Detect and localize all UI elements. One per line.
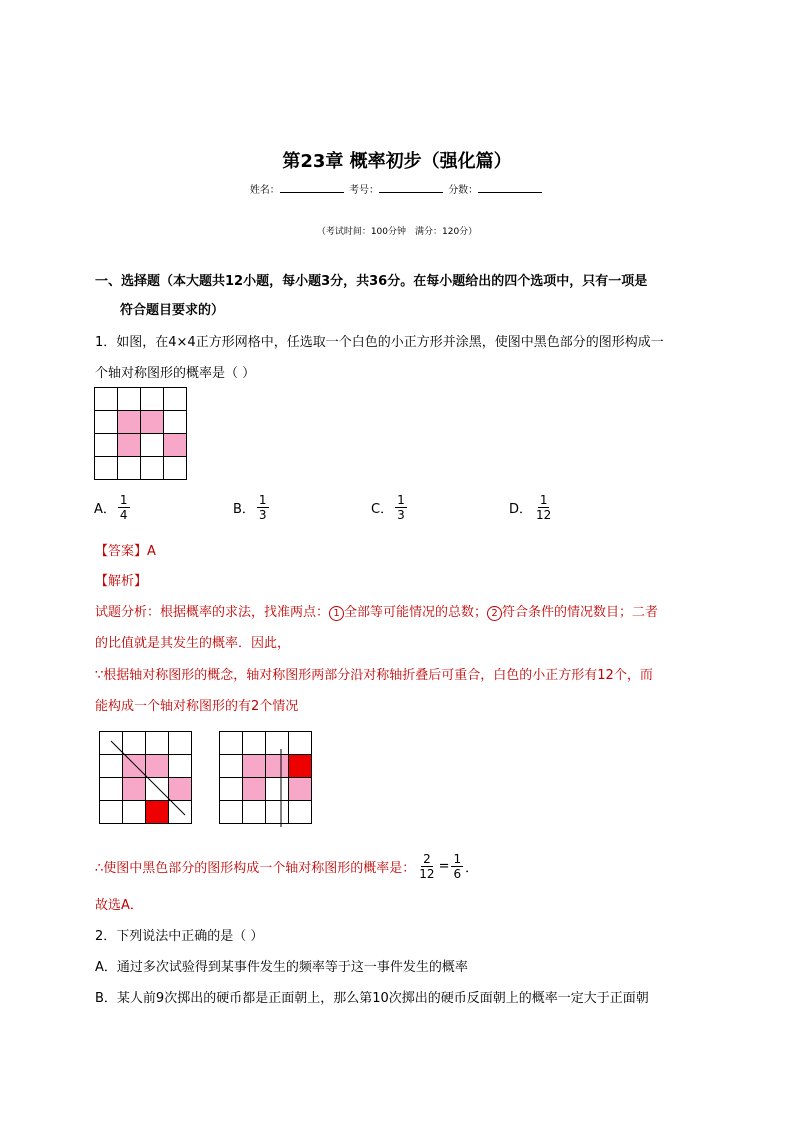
answer-value: A bbox=[147, 544, 156, 559]
analysis-label: 【解析】 bbox=[95, 574, 148, 589]
answer-line bbox=[95, 540, 156, 559]
option-fraction bbox=[534, 493, 553, 522]
grid-cell bbox=[95, 434, 118, 457]
q1-option-b[interactable] bbox=[233, 493, 271, 522]
fraction-denominator: 12 bbox=[536, 508, 552, 522]
option-label: A． bbox=[94, 502, 116, 517]
conclusion-fraction-1 bbox=[417, 852, 436, 881]
q2-option-b[interactable]: B．某人前9次掷出的硬币都是正面朝上，那么第10次掷出的硬币反面朝上的概率一定大于正面朝 bbox=[95, 991, 649, 1006]
symmetry-axis-diagonal bbox=[99, 731, 199, 831]
fraction-numerator: 2 bbox=[423, 852, 431, 866]
conclusion-fraction-2 bbox=[451, 852, 463, 881]
fraction-denominator: 3 bbox=[258, 508, 267, 522]
q2-stem: 2．下列说法中正确的是（ ） bbox=[95, 929, 264, 944]
analysis-figure-vertical bbox=[219, 731, 312, 824]
equals-sign: = bbox=[438, 859, 450, 874]
fraction-numerator: 1 bbox=[119, 493, 128, 507]
option-label: C． bbox=[371, 502, 394, 517]
option-fraction bbox=[395, 493, 407, 522]
exam-no-label: 考号： bbox=[349, 185, 379, 196]
fraction-denominator: 4 bbox=[119, 508, 128, 522]
circled-number: 1 bbox=[329, 606, 344, 621]
conclusion-text: ∴使图中黑色部分的图形构成一个轴对称图形的概率是： bbox=[95, 861, 416, 876]
grid-cell-shaded bbox=[118, 411, 141, 434]
circled-number: 2 bbox=[487, 606, 502, 621]
score-label: 分数： bbox=[448, 185, 479, 196]
q1-option-c[interactable] bbox=[371, 493, 409, 522]
analysis-line3: ∵根据轴对称图形的概念，轴对称图形两部分沿对称轴折叠后可重合，白色的小正方形有12个，而 bbox=[95, 668, 653, 683]
option-label: B． bbox=[233, 502, 255, 517]
grid-cell bbox=[164, 388, 187, 411]
answer-label: 【答案】 bbox=[95, 544, 148, 559]
analysis-text: 符合条件的情况数目；二者 bbox=[502, 605, 659, 620]
fraction-denominator: 6 bbox=[453, 867, 462, 881]
choose-line: 故选A． bbox=[95, 898, 143, 913]
fraction-denominator: 3 bbox=[397, 508, 405, 522]
fraction-numerator: 1 bbox=[397, 493, 405, 507]
grid-cell-shaded bbox=[164, 434, 187, 457]
q1-grid-figure bbox=[94, 387, 187, 480]
fraction-numerator: 1 bbox=[453, 852, 462, 866]
q1-stem-line1: 1．如图，在4×4正方形网格中，任选取一个白色的小正方形并涂黑，使图中黑色部分的图形构成一 bbox=[95, 335, 664, 350]
name-label: 姓名： bbox=[249, 185, 280, 196]
q1-option-a[interactable] bbox=[94, 493, 132, 522]
q1-option-d[interactable] bbox=[509, 493, 555, 522]
exam-info: （考试时间：100分钟 满分：120分） bbox=[316, 227, 478, 237]
grid-cell bbox=[95, 388, 118, 411]
grid-cell-shaded bbox=[141, 411, 164, 434]
fraction-numerator: 1 bbox=[539, 493, 548, 507]
analysis-line4: 能构成一个轴对称图形的有2个情况 bbox=[95, 699, 299, 714]
symmetry-axis-vertical bbox=[219, 731, 319, 831]
fraction-denominator: 12 bbox=[419, 867, 435, 881]
grid-cell bbox=[164, 411, 187, 434]
q2-option-a[interactable]: A．通过多次试验得到某事件发生的频率等于这一事件发生的概率 bbox=[95, 960, 468, 975]
grid-cell bbox=[95, 411, 118, 434]
analysis-text: 全部等可能情况的总数； bbox=[344, 605, 488, 620]
option-fraction bbox=[118, 493, 130, 522]
section-title-line1: 一、选择题（本大题共12小题，每小题3分，共36分。在每小题给出的四个选项中，只有一项是 bbox=[95, 274, 648, 289]
grid-cell bbox=[141, 434, 164, 457]
analysis-text: 试题分析：根据概率的求法，找准两点： bbox=[95, 605, 330, 620]
grid-cell-shaded bbox=[118, 434, 141, 457]
grid-cell bbox=[118, 457, 141, 480]
option-fraction bbox=[257, 493, 269, 522]
conclusion-line bbox=[95, 852, 478, 881]
analysis-figure-diagonal bbox=[99, 731, 192, 824]
score-field[interactable] bbox=[478, 183, 542, 193]
analysis-line2: 的比值就是其发生的概率．因此， bbox=[95, 636, 291, 651]
grid-cell bbox=[164, 457, 187, 480]
period: ． bbox=[465, 861, 479, 876]
option-label: D． bbox=[509, 502, 533, 517]
q1-stem-line2: 个轴对称图形的概率是（ ） bbox=[95, 366, 256, 381]
analysis-line1 bbox=[95, 601, 658, 621]
exam-no-field[interactable] bbox=[379, 183, 443, 193]
section-title-line2: 符合题目要求的） bbox=[120, 303, 225, 318]
grid-cell bbox=[95, 457, 118, 480]
grid-cell bbox=[141, 457, 164, 480]
grid-cell bbox=[141, 388, 164, 411]
grid-cell bbox=[118, 388, 141, 411]
student-info-line bbox=[0, 181, 794, 196]
fraction-numerator: 1 bbox=[258, 493, 267, 507]
name-field[interactable] bbox=[280, 183, 344, 193]
page-title: 第23章 概率初步（强化篇） bbox=[282, 151, 512, 172]
